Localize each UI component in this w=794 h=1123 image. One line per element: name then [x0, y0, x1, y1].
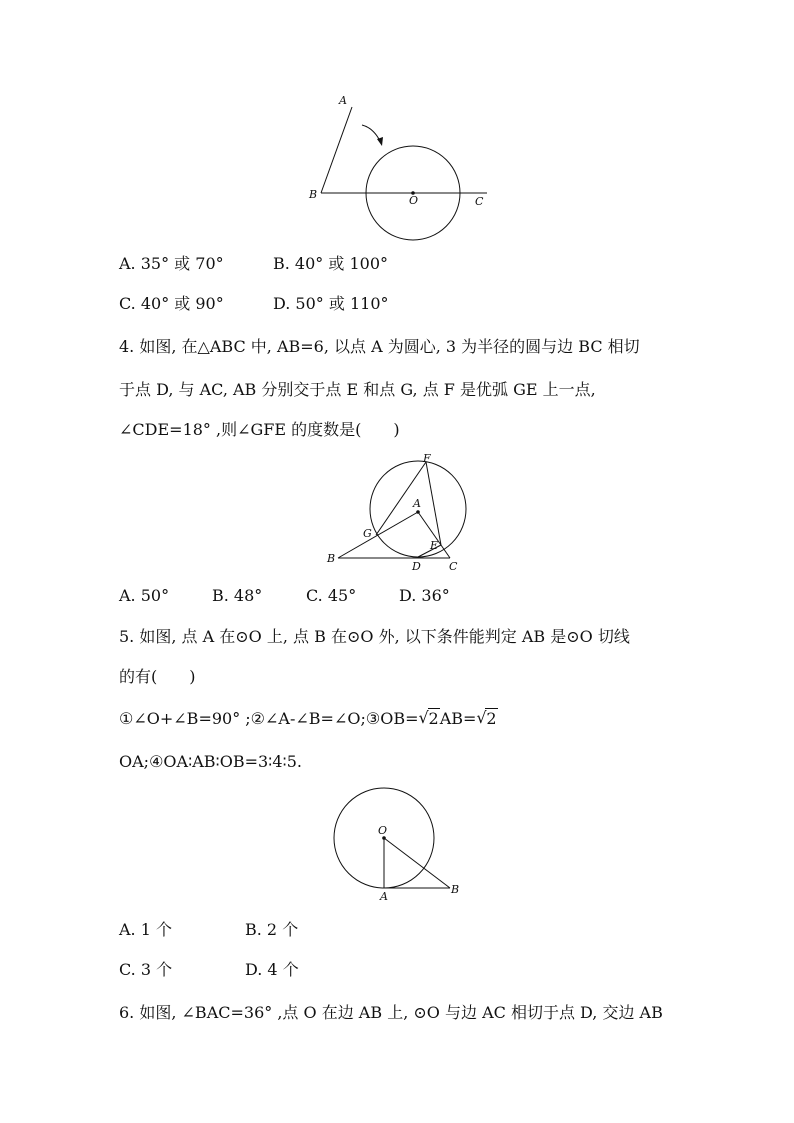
- q5-label-b: B: [451, 883, 460, 896]
- q4-figure: [320, 448, 490, 578]
- q3-line-ab: [321, 107, 352, 193]
- q5-text-line-2: 的有( ): [119, 667, 196, 686]
- q4-label-f: F: [423, 452, 431, 465]
- q4-label-b: B: [327, 552, 336, 565]
- q4-text-line-3: ∠CDE=18° ,则∠GFE 的度数是( ): [119, 420, 400, 439]
- q4-option-c: C. 45°: [306, 586, 357, 605]
- q5-text-line-1: 5. 如图, 点 A 在⊙O 上, 点 B 在⊙O 外, 以下条件能判定 AB 是⊙O 切线: [119, 627, 630, 646]
- q4-label-d: D: [412, 560, 421, 573]
- q4-label-a: A: [413, 497, 421, 510]
- q3-label-o: O: [409, 194, 419, 207]
- q5-cond-mid: AB=: [439, 709, 477, 728]
- q3-option-c: C. 40° 或 90°: [119, 294, 224, 313]
- q4-label-c: C: [449, 560, 458, 573]
- q5-option-a: A. 1 个: [119, 920, 172, 939]
- q4-text-line-2: 于点 D, 与 AC, AB 分别交于点 E 和点 G, 点 F 是优弧 GE 上一点,: [119, 380, 596, 399]
- q5-sqrt-1: √ 2: [418, 708, 439, 728]
- q5-option-b: B. 2 个: [245, 920, 299, 939]
- q3-label-c: C: [475, 195, 484, 208]
- q3-arrow-head: [377, 137, 383, 146]
- q4-label-e: E: [430, 539, 439, 552]
- q4-option-d: D. 36°: [399, 586, 450, 605]
- q5-option-c: C. 3 个: [119, 960, 173, 979]
- q3-label-b: B: [309, 188, 318, 201]
- q4-side-ab: [338, 512, 418, 558]
- q5-option-d: D. 4 个: [245, 960, 299, 979]
- q4-text-line-1: 4. 如图, 在△ABC 中, AB=6, 以点 A 为圆心, 3 为半径的圆与边 BC 相切: [119, 337, 640, 356]
- q3-option-b: B. 40° 或 100°: [273, 254, 389, 273]
- q5-segment-ob: [384, 838, 450, 888]
- q4-label-g: G: [363, 527, 372, 540]
- q4-chord-fe: [426, 462, 441, 545]
- q4-point-a: [416, 510, 420, 514]
- q3-figure: [300, 90, 500, 250]
- q3-option-d: D. 50° 或 110°: [273, 294, 389, 313]
- q5-label-o: O: [378, 824, 388, 837]
- q4-option-a: A. 50°: [119, 586, 170, 605]
- q5-conditions-line: [119, 709, 498, 729]
- q6-text-line-1: 6. 如图, ∠BAC=36° ,点 O 在边 AB 上, ⊙O 与边 AC 相切于点 D, 交边 AB: [119, 1003, 663, 1022]
- q5-figure: [325, 785, 465, 903]
- q3-option-a: A. 35° 或 70°: [119, 254, 224, 273]
- q5-text-line-4: OA;④OA∶AB∶OB=3∶4∶5.: [119, 752, 302, 771]
- q5-cond-pre: ①∠O+∠B=90° ;②∠A-∠B=∠O;③OB=: [119, 709, 419, 728]
- q5-label-a: A: [380, 890, 388, 903]
- q5-sqrt-2: √ 2: [476, 708, 497, 728]
- q3-label-a: A: [339, 94, 347, 107]
- q4-option-b: B. 48°: [212, 586, 263, 605]
